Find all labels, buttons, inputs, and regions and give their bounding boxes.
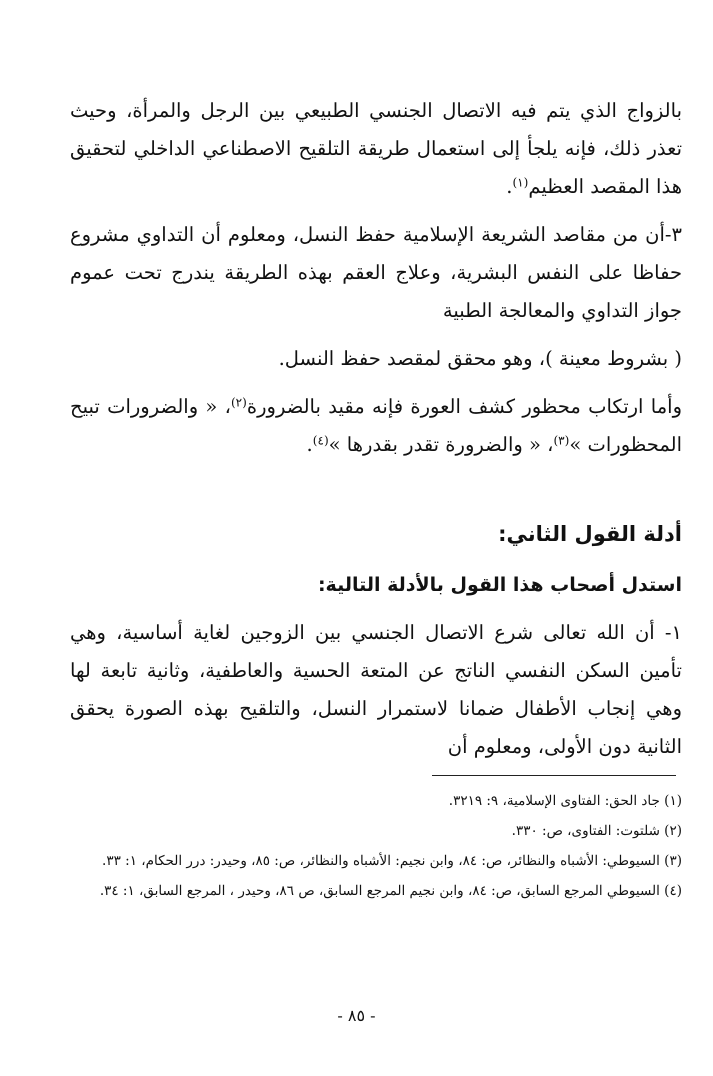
paragraph-5: ١- أن الله تعالى شرع الاتصال الجنسي بين الزوجين لغاية أساسية، وهي تأمين السكن النفسي الناتج عن المتعة الحسية والعاطفية، وثانية تابعة لها وهي إنجاب الأطفال ضمانا لاستمرار النسل، والتلقيح بهذه الصورة يحقق الثانية دون الأولى، ومعلوم أن (70, 621, 682, 758)
page-number: - ٨٥ - (337, 1006, 376, 1025)
paragraph-4: وأما ارتكاب محظور كشف العورة فإنه مقيد بالضرورة$^{(٢)}$، « والضرورات تبيح المحظورات »$^{(٣)}$، « والضرورة تقدر بقدرها »$^{(٤)}$. (70, 395, 682, 456)
footnote-1: (١) جاد الحق: الفتاوى الإسلامية، ٩: ٣٢١٩. (448, 793, 682, 809)
footnote-divider (432, 775, 676, 776)
footnote-2: (٢) شلتوت: الفتاوى، ص: ٣٣٠. (511, 823, 682, 839)
section-heading: أدلة القول الثاني: (498, 522, 682, 546)
body-block-bottom (70, 614, 682, 766)
footnote-ref-2[interactable]: (٢) (230, 395, 247, 410)
footnote-3: (٣) السيوطي: الأشباه والنظائر، ص: ٨٤، وابن نجيم: الأشباه والنظائر، ص: ٨٥، وحيدر: درر الحكام، ١: ٣٣. (102, 853, 682, 869)
paragraph-3: ( بشروط معينة )، وهو محقق لمقصد حفظ النسل. (278, 347, 682, 370)
subsection-heading: استدل أصحاب هذا القول بالأدلة التالية: (317, 574, 682, 596)
footnote-ref-1[interactable]: (١) (512, 175, 529, 190)
paragraph-2: ٣-أن من مقاصد الشريعة الإسلامية حفظ النسل، ومعلوم أن التداوي مشروع حفاظا على النفس البشرية، وعلاج العقم بهذه الطريقة يندرج تحت عموم جواز التداوي والمعالجة الطبية (70, 223, 682, 322)
body-block-top (70, 92, 682, 464)
footnotes (70, 786, 682, 906)
footnote-4: (٤) السيوطي المرجع السابق، ص: ٨٤، وابن نجيم المرجع السابق، ص ٨٦، وحيدر ، المرجع السابق، ١: ٣٤. (99, 883, 682, 899)
footnote-ref-4[interactable]: (٤) (312, 433, 329, 448)
paragraph-1: بالزواج الذي يتم فيه الاتصال الجنسي الطبيعي بين الرجل والمرأة، وحيث تعذر ذلك، فإنه يلجأ إلى استعمال طريقة التلقيح الاصطناعي الداخلي لتحقيق هذا المقصد العظيم$^{(١)}$. (70, 99, 682, 198)
footnote-ref-3[interactable]: (٣) (553, 433, 570, 448)
